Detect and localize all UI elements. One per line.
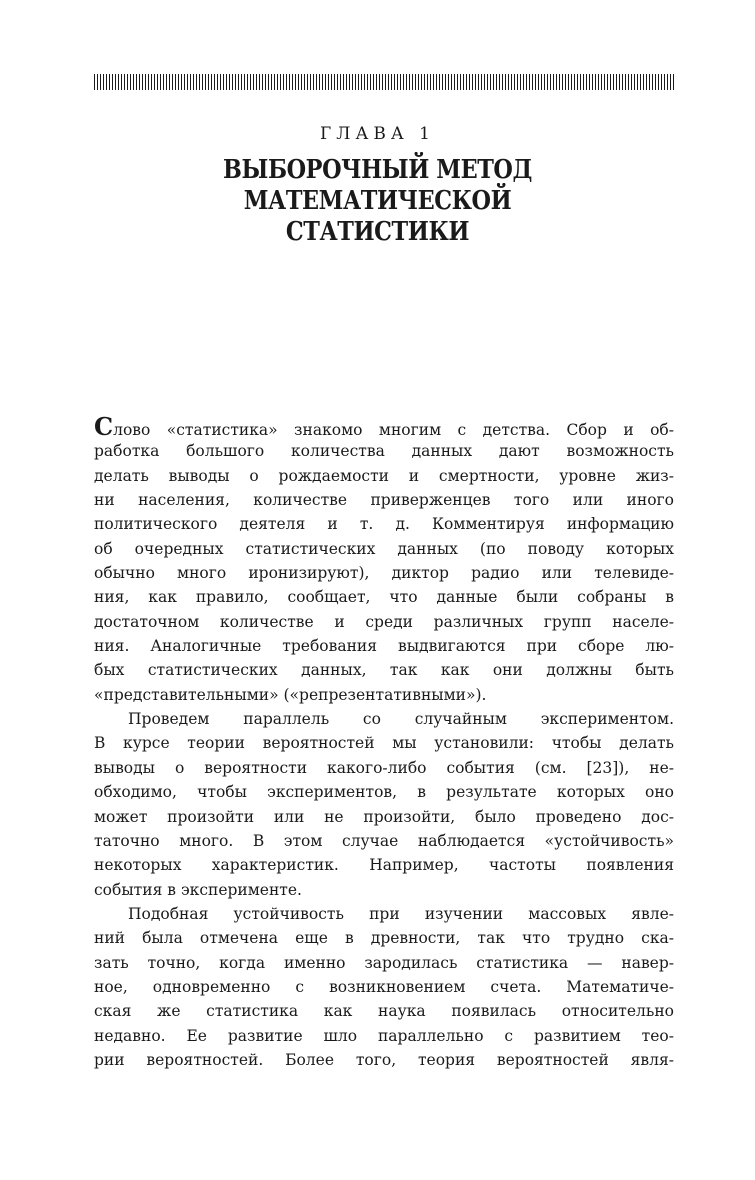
text-line: ни населения, количестве приверженцев того или иного xyxy=(94,491,674,510)
text-line: рии вероятностей. Более того, теория вероятностей явля- xyxy=(94,1050,674,1069)
text-line: события в эксперименте. xyxy=(94,880,302,899)
text-line: ное, одновременно с возникновением счета. Математиче- xyxy=(94,977,674,996)
text-line: некоторых характеристик. Например, частоты появления xyxy=(94,856,674,875)
text-line: бых статистических данных, так как они должны быть xyxy=(94,661,674,680)
text-line: обходимо, чтобы экспериментов, в результате которых оно xyxy=(94,783,674,802)
drop-cap: С xyxy=(94,412,114,441)
text-line: таточно много. В этом случае наблюдается «устойчивость» xyxy=(94,831,674,850)
text-line xyxy=(94,412,674,441)
text-line: Подобная устойчивость при изучении массовых явле- xyxy=(128,904,674,923)
text-line: ская же статистика как наука появилась относительно xyxy=(94,1002,674,1021)
text-line: может произойти или не произойти, было проведено дос- xyxy=(94,807,674,826)
text-line: обычно много иронизируют), диктор радио или телевиде- xyxy=(94,564,674,583)
decorative-header-rule xyxy=(94,74,674,90)
text-line: выводы о вероятности какого-либо события (см. [23]), не- xyxy=(94,758,674,777)
text-line: ния. Аналогичные требования выдвигаются при сборе лю- xyxy=(94,637,674,656)
text-line: зать точно, когда именно зародилась статистика — навер- xyxy=(94,953,674,972)
text-line: В курсе теории вероятностей мы установили: чтобы делать xyxy=(94,734,674,753)
text-line: достаточном количестве и среди различных групп населе- xyxy=(94,612,674,631)
text-line-content: лово «статистика» знакомо многим с детства. Сбор и об- xyxy=(113,421,674,439)
chapter-label: ГЛАВА 1 xyxy=(320,124,435,144)
text-line: политического деятеля и т. д. Комментируя информацию xyxy=(94,515,674,534)
text-line: об очередных статистических данных (по поводу которых xyxy=(94,539,674,558)
body-text xyxy=(94,412,674,1072)
text-line: работка большого количества данных дают возможность xyxy=(94,442,674,461)
chapter-title-line: ВЫБОРОЧНЫЙ МЕТОД xyxy=(223,155,532,185)
text-line: ний была отмечена еще в древности, так что трудно ска- xyxy=(94,929,674,948)
text-line: недавно. Ее развитие шло параллельно с развитием тео- xyxy=(94,1026,674,1045)
chapter-title xyxy=(0,155,755,248)
text-line: ния, как правило, сообщает, что данные были собраны в xyxy=(94,588,674,607)
chapter-title-line: МАТЕМАТИЧЕСКОЙ xyxy=(243,186,512,216)
text-line: Проведем параллель со случайным экспериментом. xyxy=(128,710,674,729)
text-line: делать выводы о рождаемости и смертности, уровне жиз- xyxy=(94,466,674,485)
chapter-title-line: СТАТИСТИКИ xyxy=(285,217,470,247)
text-line: «представительными» («репрезентативными»). xyxy=(94,685,487,704)
